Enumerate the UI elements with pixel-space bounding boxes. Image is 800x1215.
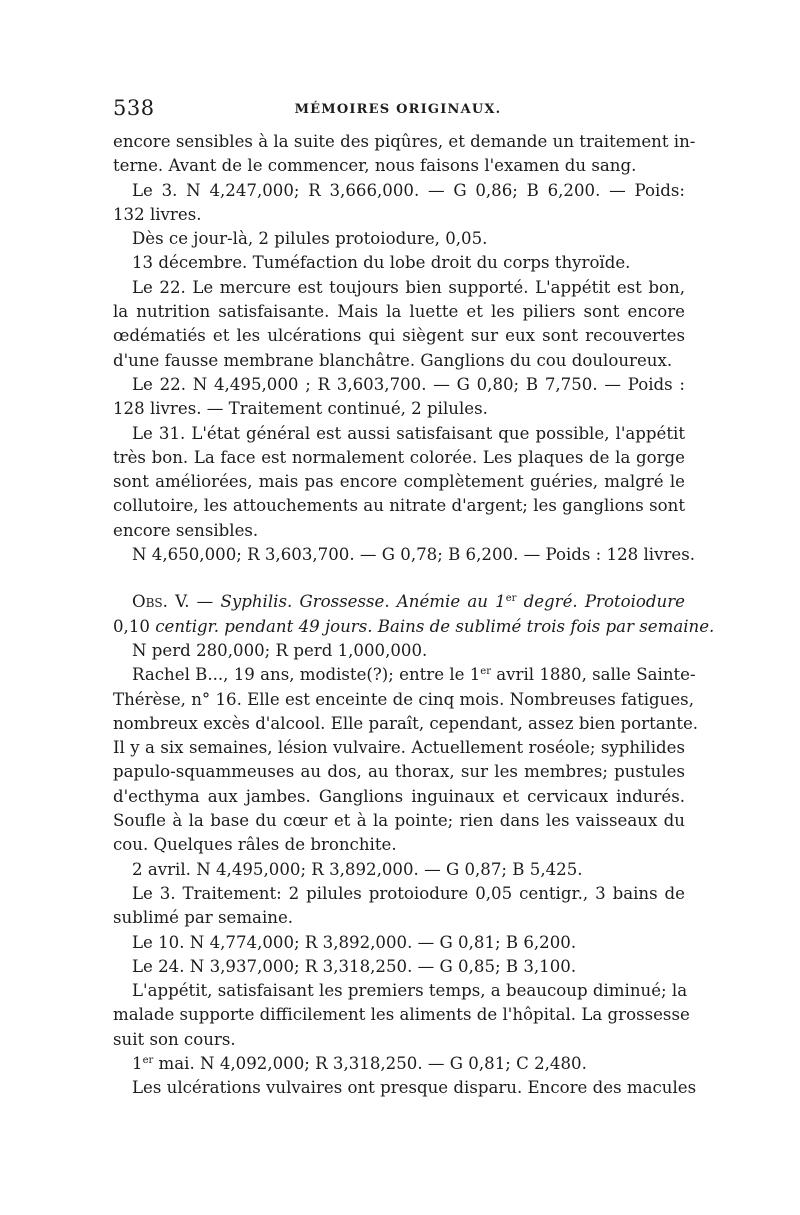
text-run: Thérèse, n° 16. Elle est enceinte de cinq mois. Nombreuses fatigues, (113, 689, 694, 709)
text-line (113, 1003, 690, 1027)
text-line (113, 519, 685, 543)
text-run: malade supporte difficilement les aliments de l'hôpital. La grossesse (113, 1005, 690, 1025)
text-line (113, 712, 699, 736)
text-run: 13 décembre. Tuméfaction du lobe droit du corps thyroïde. (132, 253, 631, 273)
observation-label: Obs. V. (132, 592, 190, 612)
text-line (113, 494, 685, 518)
text-run: encore sensibles à la suite des piqûres, et demande un traitement in- (113, 132, 696, 151)
text-line (113, 227, 685, 251)
text-run: 128 livres. — Traitement continué, 2 pilules. (113, 399, 488, 419)
text-run: Le 3. Traitement: 2 pilules protoiodure 0,05 centigr., 3 bains de (132, 883, 685, 903)
text-run: Rachel B..., 19 ans, modiste(?); entre le 1 (132, 665, 481, 685)
text-line (113, 979, 688, 1003)
text-line (113, 931, 685, 955)
text-line (113, 1076, 697, 1100)
italic-run: centigr. pendant 49 jours. Bains de sublimé trois fois par semaine. (155, 616, 715, 636)
superscript: er (480, 666, 491, 678)
text-line (113, 590, 685, 614)
text-run: L'appétit, satisfaisant les premiers temps, a beaucoup diminué; la (132, 981, 688, 1001)
text-run: 132 livres. (113, 204, 202, 224)
text-run: collutoire, les attouchements au nitrate d'argent; les ganglions sont (113, 496, 685, 516)
text-line (113, 1052, 685, 1076)
text-line (113, 397, 685, 421)
text-line (113, 615, 715, 639)
text-line (113, 760, 685, 784)
text-run: N perd 280,000; R perd 1,000,000. (132, 640, 428, 660)
text-run: œdématiés et les ulcérations qui siègent sur eux sont recouvertes (113, 326, 685, 346)
text-run: Le 3. N 4,247,000; R 3,666,000. — G 0,86; B 6,200. — Poids: (132, 180, 685, 200)
text-run: d'une fausse membrane blanchâtre. Ganglions du cou douloureux. (113, 350, 673, 370)
text-line (113, 639, 685, 663)
text-line (113, 543, 696, 567)
text-line (113, 251, 685, 275)
text-run: sublimé par semaine. (113, 908, 294, 928)
superscript: er (142, 1054, 154, 1066)
text-run: Il y a six semaines, lésion vulvaire. Actuellement roséole; syphilides (113, 738, 685, 758)
text-run: encore sensibles. (113, 520, 259, 540)
text-run: Le 31. L'état général est aussi satisfaisant que possible, l'appétit (132, 423, 685, 443)
text-line (113, 955, 685, 979)
text-line (113, 1028, 685, 1052)
text-run: Dès ce jour-là, 2 pilules protoiodure, 0,05. (132, 229, 488, 249)
text-run: mai. N 4,092,000; R 3,318,250. — G 0,81; C 2,480. (153, 1053, 587, 1073)
text-line (113, 663, 696, 687)
text-line (113, 470, 685, 494)
text-run: N 4,650,000; R 3,603,700. — G 0,78; B 6,200. — Poids : 128 livres. (132, 545, 696, 565)
body-text (113, 130, 715, 1101)
page-number: 538 (113, 96, 155, 120)
text-run: la nutrition satisfaisante. Mais la luette et les piliers sont encore (113, 302, 685, 322)
text-run: 0,10 (113, 616, 156, 636)
text-run: Soufle à la base du cœur et à la pointe; rien dans les vaisseaux du (113, 811, 685, 831)
text-line (113, 300, 685, 324)
superscript: er (505, 593, 517, 605)
text-line (113, 179, 685, 203)
text-line (113, 833, 685, 857)
text-line (113, 203, 685, 227)
italic-run: degré. Protoiodure (516, 592, 685, 612)
text-line (113, 785, 685, 809)
text-line (113, 130, 696, 154)
text-line (113, 422, 685, 446)
text-line (113, 324, 685, 348)
text-line (113, 349, 685, 373)
text-run: d'ecthyma aux jambes. Ganglions inguinaux et cervicaux indurés. (113, 786, 685, 806)
text-run: terne. Avant de le commencer, nous faisons l'examen du sang. (113, 156, 637, 176)
text-run: 1 (132, 1053, 143, 1073)
text-run: — (189, 592, 221, 612)
text-line (113, 882, 685, 906)
text-run: 2 avril. N 4,495,000; R 3,892,000. — G 0,87; B 5,425. (132, 859, 583, 879)
text-run: sont améliorées, mais pas encore complètement guéries, malgré le (113, 472, 685, 492)
text-line (113, 809, 685, 833)
text-line (113, 276, 685, 300)
text-run: nombreux excès d'alcool. Elle paraît, cependant, assez bien portante. (113, 713, 699, 733)
text-run: papulo-squammeuses au dos, au thorax, sur les membres; pustules (113, 762, 685, 782)
text-line (113, 736, 685, 760)
text-run: Le 10. N 4,774,000; R 3,892,000. — G 0,81; B 6,200. (132, 932, 577, 952)
text-line (113, 154, 685, 178)
text-run: Les ulcérations vulvaires ont presque disparu. Encore des macules (132, 1078, 697, 1098)
text-line (113, 446, 685, 470)
text-run: suit son cours. (113, 1029, 236, 1049)
running-head: MÉMOIRES ORIGINAUX. (294, 102, 502, 117)
paragraph-gap (113, 567, 685, 590)
text-run: cou. Quelques râles de bronchite. (113, 835, 397, 855)
text-line (113, 688, 694, 712)
text-run: avril 1880, salle Sainte- (491, 665, 696, 685)
text-line (113, 858, 685, 882)
text-run: Le 24. N 3,937,000; R 3,318,250. — G 0,85; B 3,100. (132, 956, 577, 976)
page-header (113, 96, 683, 124)
text-run: Le 22. Le mercure est toujours bien supporté. L'appétit est bon, (132, 277, 685, 297)
italic-run: Syphilis. Grossesse. Anémie au 1 (220, 592, 506, 612)
text-run: très bon. La face est normalement colorée. Les plaques de la gorge (113, 447, 685, 467)
text-line (113, 373, 685, 397)
text-run: Le 22. N 4,495,000 ; R 3,603,700. — G 0,80; B 7,750. — Poids : (132, 374, 685, 394)
text-line (113, 906, 685, 930)
